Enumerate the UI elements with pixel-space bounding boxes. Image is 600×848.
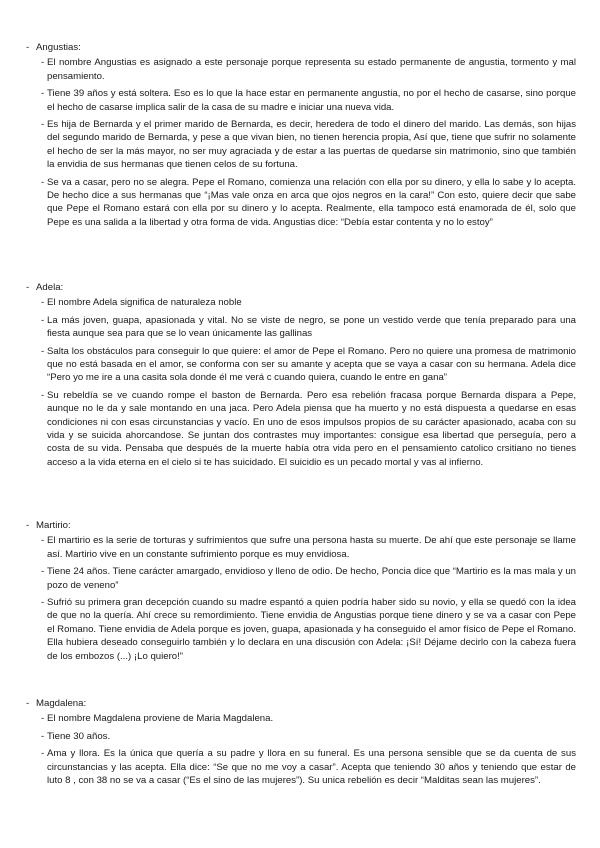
list-item: - El martirio es la serie de torturas y sufrimientos que sufre una persona hasta su muerte. De ahí que este personaje se llame así. Martirio vive en un constante sufrimiento porque es muy envidiosa. [41,535,576,560]
list-item: - Es hija de Bernarda y el primer marido de Bernarda, es decir, heredera de todo el dinero del marido. Las demás, son hijas del segundo marido de Bernarda, y pese a que vivan bien, no tienen herencia propia, Así que, tiene que sufrir no solamente el hecho de ser la más mayor, no ser muy agraciada y de estar a las puertas de quedarse sin matrimonio, sino que también la envidia de sus hermanas que tienen celos de su fortuna. [41,119,576,171]
bullet-list [26,712,586,787]
list-item: - Ama y llora. Es la única que quería a su padre y llora en su funeral. Es una persona sensible que se da cuenta de sus circunstancias y las acepta. Ella dice: “Se que no me voy a casar”. Acepta que teniendo 30 años y teniendo que estar de luto 8 , con 38 no se va a casar (“Es el sino de las mujeres”). Su unica rebelión es decir “Malditas sean las mujeres”. [41,748,576,787]
section-title: Adela: [36,282,64,293]
bullet-list [26,296,586,469]
section-heading: - Martirio: [26,520,71,531]
list-item: - El nombre Angustias es asignado a este personaje porque representa su estado permanente de angustia, tormento y mal pensamiento. [41,57,576,82]
list-item: - Tiene 39 años y está soltera. Eso es lo que la hace estar en permanente angustia, no por el hecho de casarse, sino porque el hecho de casarse implica salir de la casa de su madre e iniciar una nueva vida. [41,88,576,113]
list-item: - Su rebeldía se ve cuando rompe el baston de Bernarda. Pero esa rebelión fracasa porque Bernarda dispara a Pepe, aunque no le da y sale montando en una jaca. Pero Adela piensa que ha muerto y no está dispuesta a quedarse en esas condiciones ni con esas circunstancias y vacío. En uno de esos impulsos propios de su carácter apasionado, acaba con su vida y se suicida ahorcandose. Se juntan dos contrastes muy importantes: consigue esa libertad que perseguía, pero a costa de su vida. Pensaba que después de la muerte había otra vida pero en el pensamiento catolico crsitiano no tienes acceso a la vida eterna en el cielo si te has suicidado. El suicidio es un pecado mortal y vas al infierno. [41,389,576,468]
list-item: - El nombre Adela significa de naturaleza noble [41,297,242,309]
list-item: - Sufrió su primera gran decepción cuando su madre espantó a quien podría haber sido su novio, y ella se quedó con la idea de que no la quería. Ahí crece su remordimiento. Tiene envidia de Angustias porque tiene dinero y se va a casar con Pepe el Romano. Tiene envidia de Adela porque es joven, guapa, apasionada y ha conseguido el amor físico de Pepe el Romano. Ella hubiera deseado conseguirlo también y lo declara en una discusión con Adela: ¡Sí! Déjame decirlo con la cabeza fuera de los embozos (...) ¡Lo quiero!” [41,597,576,662]
list-item: - El nombre Magdalena proviene de Maria Magdalena. [41,713,274,725]
list-item: - La más joven, guapa, apasionada y vital. No se viste de negro, se pone un vestido verde que tenía preparado para una fiesta aunque sea para que se lo vean únicamente las gallinas [41,314,576,340]
section-heading: - Angustias: [26,42,81,53]
list-item: - Salta los obstáculos para conseguir lo que quiere: el amor de Pepe el Romano. Pero no quiere una promesa de matrimonio que no está basada en el amor, se conforma con ser su amante y acepta que se vaya a casar con su hermana. Adela dice “Pero yo me ire a una casita sola donde él me verá c cuando quiera, cuando le entre en gana” [41,345,576,384]
bullet-list [26,534,586,663]
section-martirio [26,519,586,667]
list-item: - Se va a casar, pero no se alegra. Pepe el Romano, comienza una relación con ella por su dinero, y ella lo sabe y lo acepta. De hecho dice a sus hermanas que “¡Mas vale onza en arca que ojos negros en la cara!” Con esto, quiere decir que sabe que Pepe el Romano estará con ella por su dinero y lo acepta. Realmente, ella tampoco está enamorada de él, solo que Pepe es una salida a la libertad y otra forma de vida. Angustias dice: “Debía estar contenta y no lo estoy” [41,176,576,228]
section-heading: - Adela: [26,282,64,293]
section-title: Angustias: [36,42,81,53]
section-adela [26,281,586,473]
section-title: Martirio: [36,520,71,531]
section-angustias [26,41,586,233]
list-item: - Tiene 30 años. [41,730,111,742]
list-item: - Tiene 24 años. Tiene carácter amargado, envidioso y lleno de odio. De hecho, Poncia dice que “Martirio es la mas mala y un pozo de veneno” [41,566,576,591]
bullet-list [26,56,586,229]
section-magdalena [26,697,586,791]
section-heading: - Magdalena: [26,698,87,709]
section-title: Magdalena: [36,698,87,709]
